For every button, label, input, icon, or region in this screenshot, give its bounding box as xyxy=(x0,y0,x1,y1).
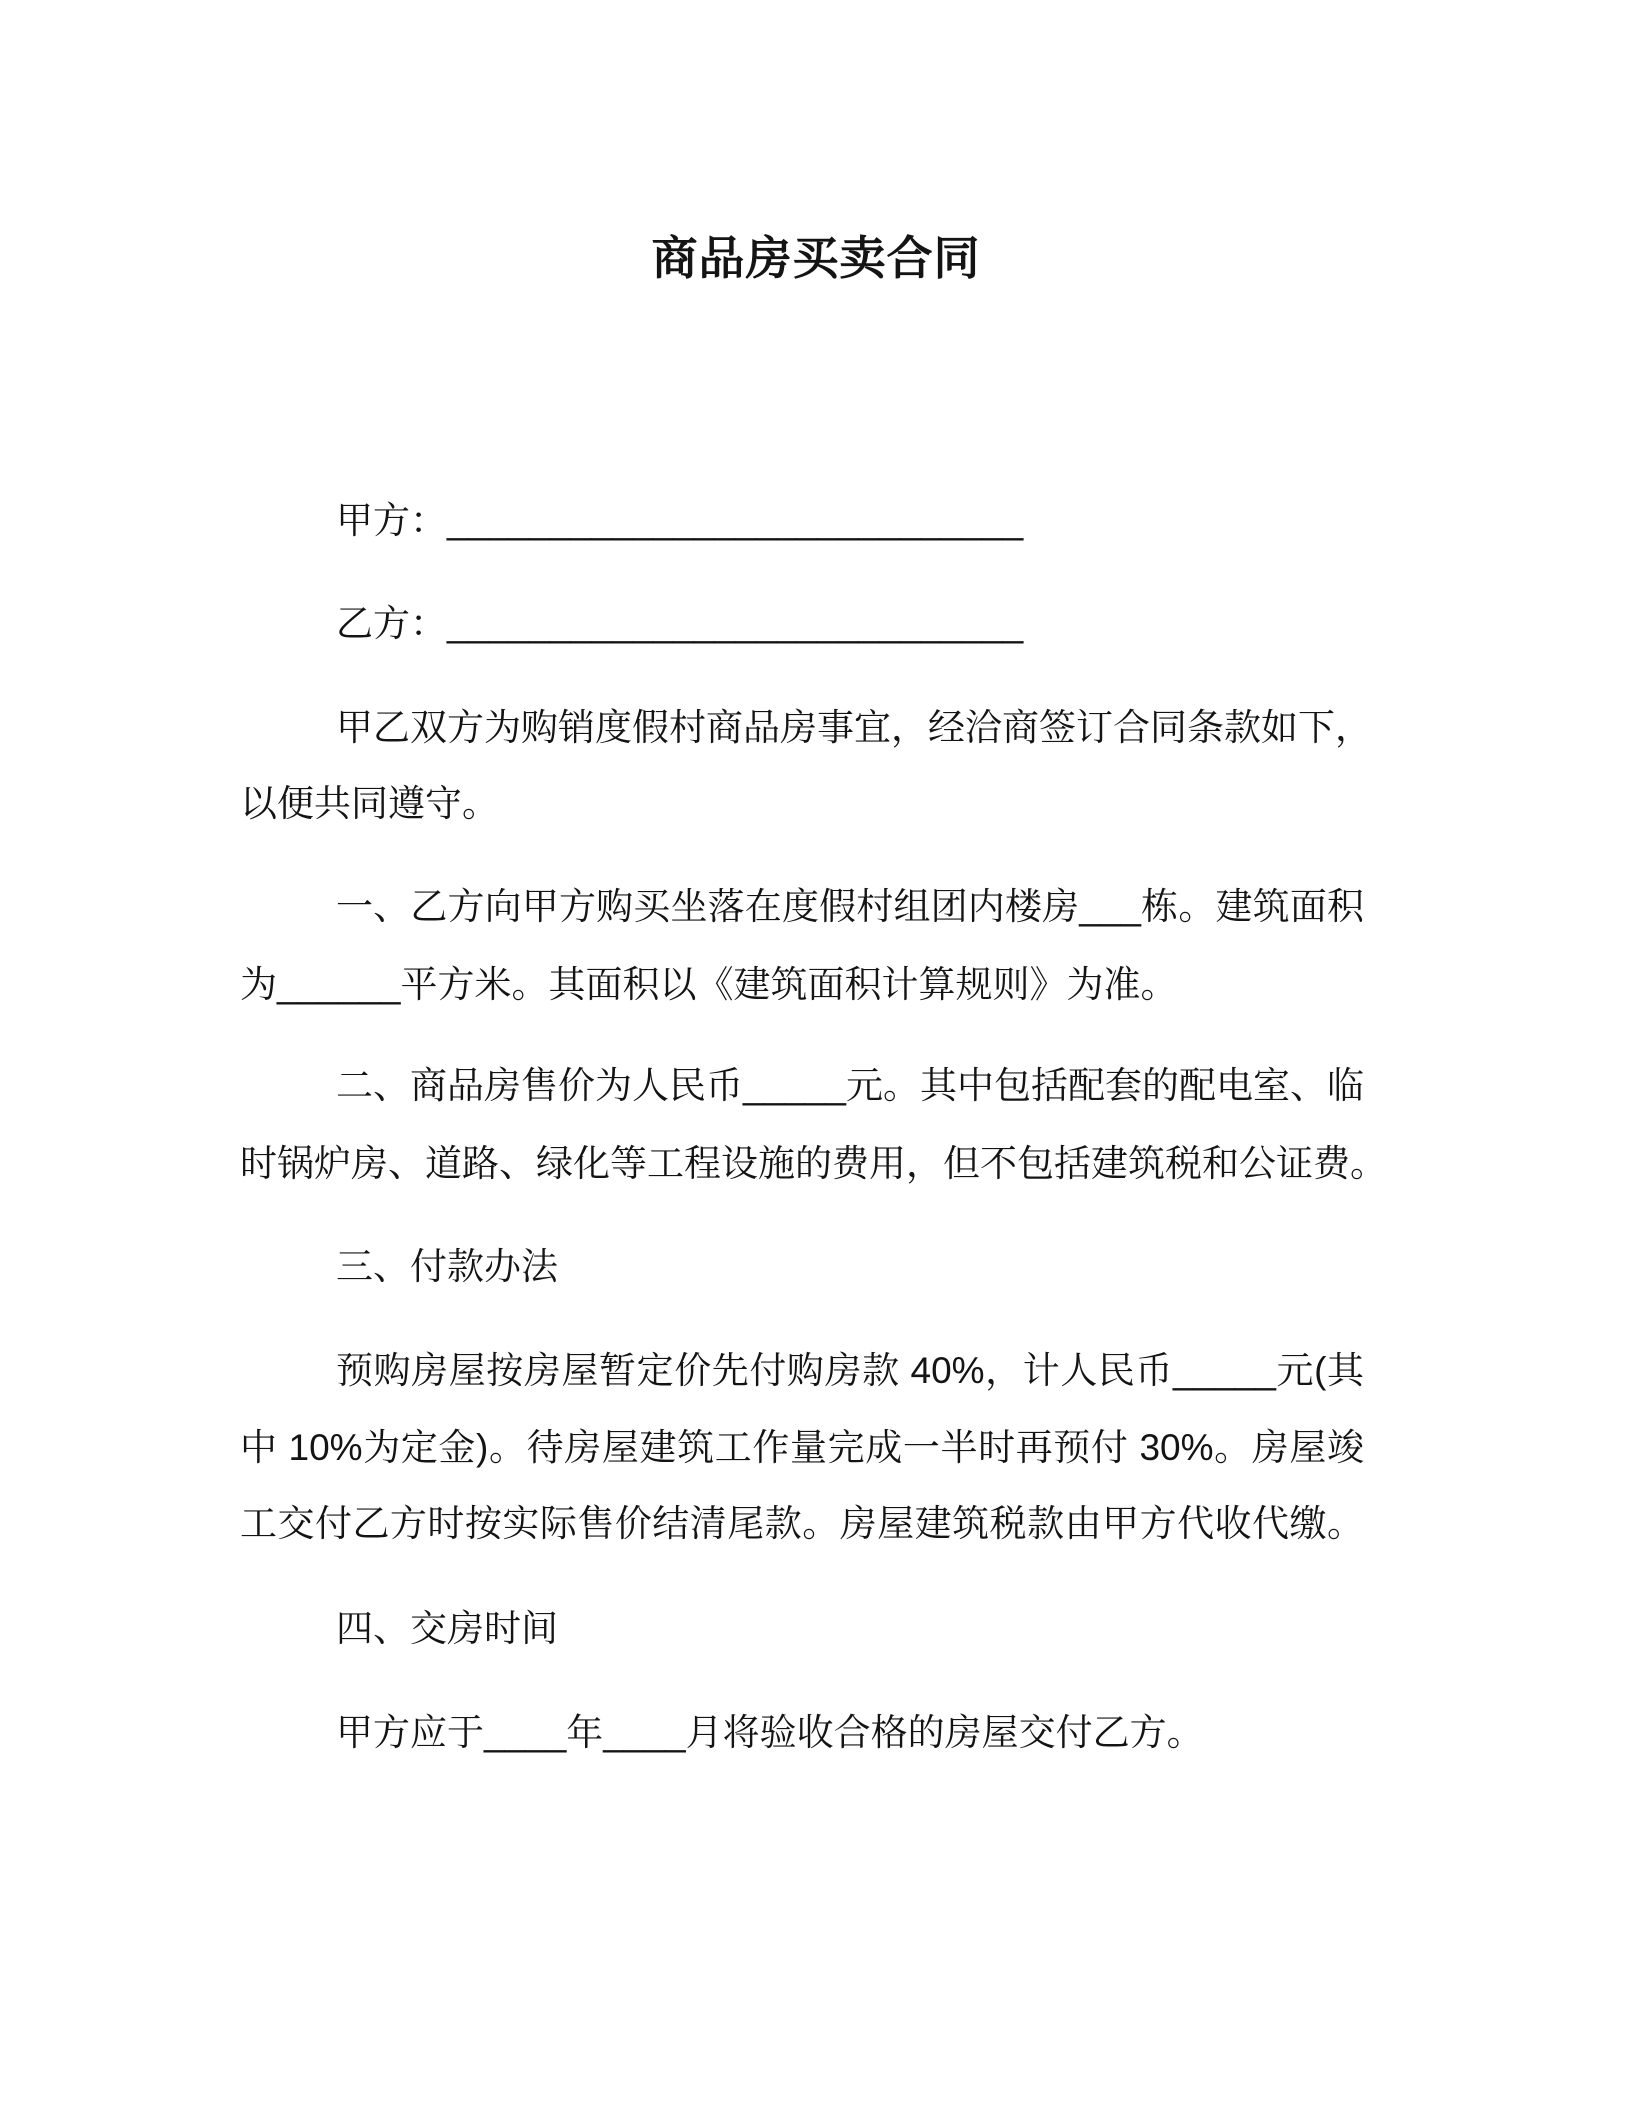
party-a-line: 甲方：____________________________ xyxy=(336,500,1024,541)
document-title: 商品房买卖合同 xyxy=(651,232,981,284)
clause2-line-1: 二、商品房售价为人民币_____元。其中包括配套的配电室、临 xyxy=(336,1065,1364,1106)
clause1-line-1: 一、乙方向甲方购买坐落在度假村组团内楼房___栋。建筑面积 xyxy=(336,886,1364,927)
clause3-line-1: 预购房屋按房屋暂定价先付购房款 40%，计人民币_____元(其 xyxy=(336,1350,1364,1391)
clause4-heading: 四、交房时间 xyxy=(336,1608,558,1649)
clause3-line-2: 中 10%为定金)。待房屋建筑工作量完成一半时再预付 30%。房屋竣 xyxy=(240,1427,1364,1468)
intro-line-2: 以便共同遵守。 xyxy=(240,783,499,824)
clause3-line-3: 工交付乙方时按实际售价结清尾款。房屋建筑税款由甲方代收代缴。 xyxy=(240,1503,1364,1544)
clause4-text: 甲方应于____年____月将验收合格的房屋交付乙方。 xyxy=(336,1712,1204,1753)
clause2-line-2: 时锅炉房、道路、绿化等工程设施的费用，但不包括建筑税和公证费。 xyxy=(240,1143,1387,1184)
clause1-line-2: 为______平方米。其面积以《建筑面积计算规则》为准。 xyxy=(240,964,1178,1005)
party-b-line: 乙方：____________________________ xyxy=(336,603,1024,644)
intro-line-1: 甲乙双方为购销度假村商品房事宜，经洽商签订合同条款如下， xyxy=(336,707,1372,748)
clause3-heading: 三、付款办法 xyxy=(336,1246,558,1287)
